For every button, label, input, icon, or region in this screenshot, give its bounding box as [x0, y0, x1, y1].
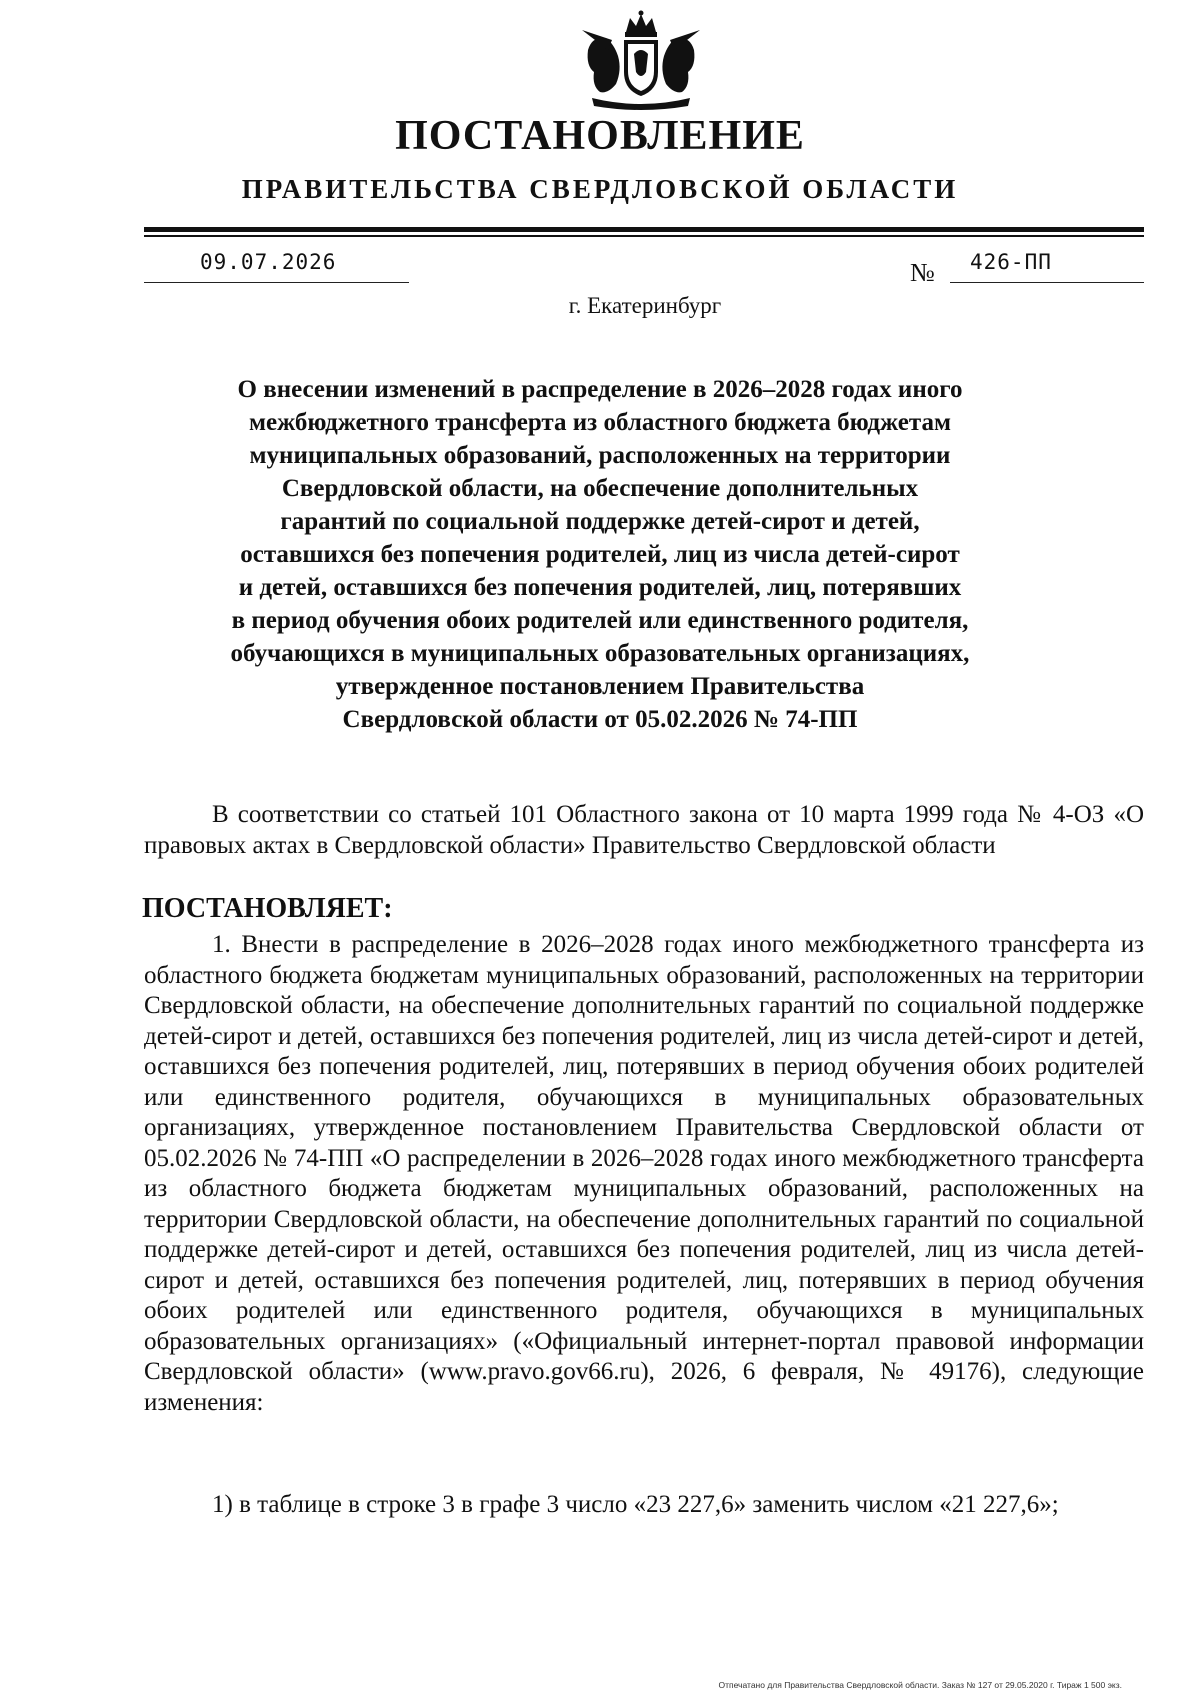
- date-underline: [144, 282, 409, 283]
- paragraph-1: 1. Внести в распределение в 2026–2028 годах иного межбюджетного трансферта из областного бюджета бюджетам муниципальных образований, расположенных на территории Свердловской области, на обеспечение дополнительных гарантий по социальной поддержке детей-сирот и детей, оставшихся без попечения родителей, лиц из числа детей-сирот и детей, оставшихся без попечения родителей, лиц, потерявших в период обучения обоих родителей или единственного родителя, обучающихся в муниципальных образовательных организациях, утвержденное постановлением Правительства Свердловской области от 05.02.2026 № 74-ПП «О распределении в 2026–2028 годах иного межбюджетного трансферта из областного бюджета бюджетам муниципальных образований, расположенных на территории Свердловской области, на обеспечение дополнительных гарантий по социальной поддержке детей-сирот и детей, оставшихся без попечения родителей, лиц из числа детей-сирот и детей, оставшихся без попечения родителей, лиц, потерявших в период обучения обоих родителей или единственного родителя, обучающихся в муниципальных образовательных организациях» («Официальный интернет-портал правовой информации Свердловской области» (www.pravo.gov66.ru), 2026, 6 февраля, № 49176), следующие изменения:: [144, 931, 1144, 1416]
- document-subtitle: ПРАВИТЕЛЬСТВА СВЕРДЛОВСКОЙ ОБЛАСТИ: [241, 174, 959, 204]
- heading-line: межбюджетного трансферта из областного бюджета бюджетам: [248, 409, 951, 436]
- header-divider-thick: [144, 227, 1144, 232]
- heading-line: гарантий по социальной поддержке детей-сирот и детей,: [280, 508, 920, 535]
- document-title: ПОСТАНОВЛЕНИЕ: [395, 113, 805, 159]
- resolve-heading: ПОСТАНОВЛЯЕТ:: [142, 893, 393, 924]
- heading-line: и детей, оставшихся без попечения родителей, лиц, потерявших: [238, 574, 962, 601]
- header-divider-thin: [144, 235, 1144, 237]
- document-number: 426-ПП: [970, 250, 1052, 274]
- item-1: 1) в таблице в строке 3 в графе 3 число «23 227,6» заменить числом «21 227,6»;: [212, 1491, 1059, 1518]
- document-date: 09.07.2026: [200, 250, 337, 274]
- intro-paragraph: В соответствии со статьей 101 Областного закона от 10 марта 1999 года № 4-ОЗ «О правовых актах в Свердловской области» Правительство Свердловской области: [144, 801, 1144, 859]
- number-underline: [950, 282, 1144, 283]
- heading-line: Свердловской области, на обеспечение дополнительных: [281, 475, 919, 502]
- heading-line: оставшихся без попечения родителей, лиц из числа детей-сирот: [240, 541, 960, 568]
- heading-line: О внесении изменений в распределение в 2026–2028 годах иного: [237, 376, 963, 403]
- number-sign: №: [910, 258, 935, 287]
- document-heading: [0, 373, 1200, 736]
- issue-city: г. Екатеринбург: [568, 293, 722, 318]
- print-note: Отпечатано для Правительства Свердловской области. Заказ № 127 от 29.05.2020 г. Тираж 1 500 экз.: [718, 1680, 1122, 1690]
- heading-line: в период обучения обоих родителей или единственного родителя,: [231, 607, 969, 634]
- heading-line: обучающихся в муниципальных образовательных организациях,: [230, 640, 970, 667]
- heading-line: Свердловской области от 05.02.2026 № 74-ПП: [342, 706, 858, 733]
- heading-line: утвержденное постановлением Правительства: [335, 673, 865, 700]
- coat-of-arms-icon: [578, 10, 704, 112]
- heading-line: муниципальных образований, расположенных на территории: [249, 442, 951, 469]
